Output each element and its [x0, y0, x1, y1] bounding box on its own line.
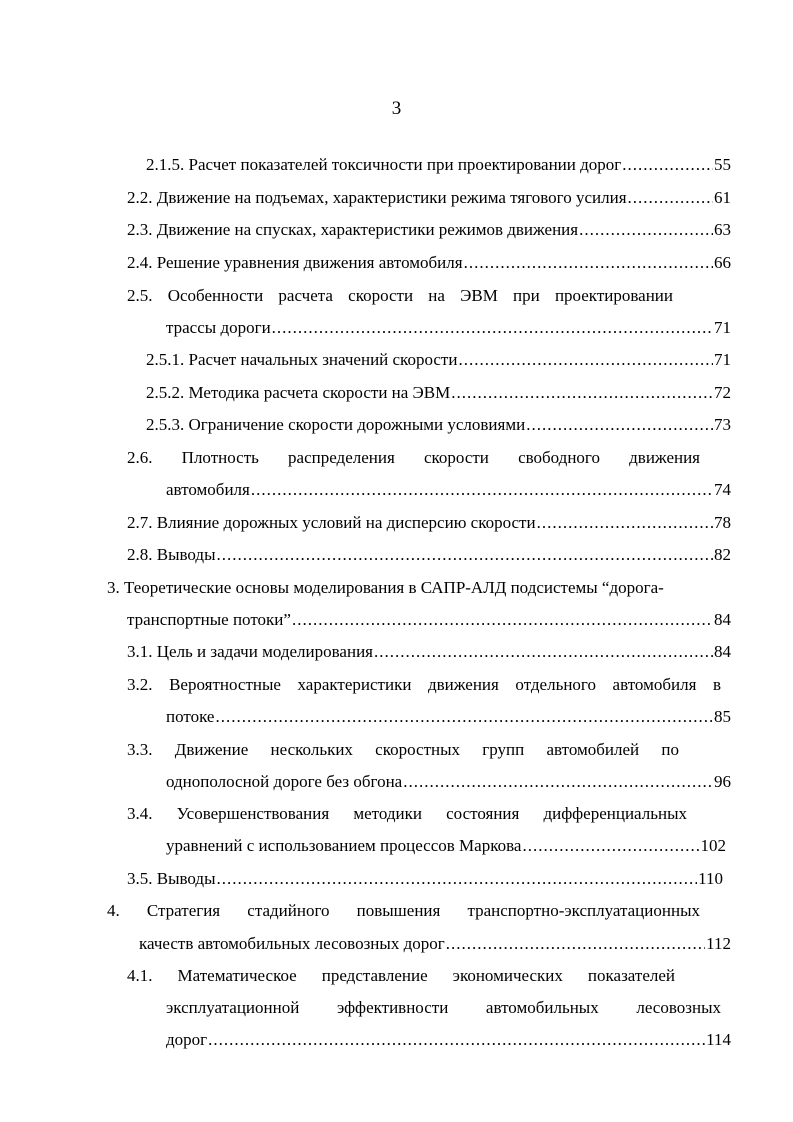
toc-entry-title: Влияние дорожных условий на дисперсию скорости [156, 513, 536, 532]
toc-entry-2-3[interactable] [127, 218, 731, 242]
toc-entry-page: 71 [714, 350, 731, 369]
toc-entry-number: 2.3. [127, 220, 153, 239]
toc-entry-page: 73 [714, 415, 731, 434]
toc-entry-title: Цель и задачи моделирования [156, 642, 373, 661]
toc-entry-2-7[interactable] [127, 511, 731, 535]
toc-entry-title: Расчет показателей токсичности при проектировании дорог [188, 155, 622, 174]
toc-entry-page: 61 [714, 188, 731, 207]
toc-entry-number: 3.4. [127, 804, 153, 823]
toc-entry-title: Ограничение скорости дорожными условиями [188, 415, 526, 434]
leader-dots [458, 348, 713, 372]
leader-dots [622, 153, 713, 177]
toc-entry-4[interactable] [107, 899, 700, 923]
toc-entry-title-line2: транспортные потоки” [127, 610, 291, 629]
toc-entry-number: 4. [107, 901, 120, 920]
toc-entry-2-6-cont[interactable] [166, 478, 731, 502]
toc-entry-title-line3: дорог [166, 1030, 208, 1049]
toc-entry-title: Движение на подъемах, характеристики режима тягового усилия [156, 188, 627, 207]
toc-entry-3-4[interactable] [127, 802, 687, 826]
toc-entry-number: 3.2. [127, 675, 153, 694]
toc-entry-title-line1: Особенности расчета скорости на ЭВМ при проектировании [167, 286, 673, 305]
toc-entry-title: Расчет начальных значений скорости [188, 350, 458, 369]
toc-entry-3-3-cont[interactable] [166, 770, 731, 794]
leader-dots [215, 705, 713, 729]
leader-dots [579, 218, 713, 242]
toc-entry-number: 2.2. [127, 188, 153, 207]
leader-dots [374, 640, 713, 664]
toc-entry-number: 2.7. [127, 513, 153, 532]
toc-entry-title-line1: Теоретические основы моделирования в САПР-АЛД подсистемы “дорога- [124, 578, 664, 597]
leader-dots [526, 413, 713, 437]
toc-entry-page: 110 [698, 869, 723, 888]
toc-entry-3-cont[interactable] [127, 608, 731, 632]
leader-dots [451, 381, 713, 405]
toc-entry-4-1[interactable] [127, 964, 675, 988]
toc-entry-number: 2.5.2. [146, 383, 185, 402]
leader-dots [446, 932, 705, 956]
leader-dots [251, 478, 713, 502]
leader-dots [522, 834, 699, 858]
toc-entry-3-1[interactable] [127, 640, 731, 664]
toc-entry-title-line1: Стратегия стадийного повышения транспортно-эксплуатационных [146, 901, 700, 920]
toc-entry-title: Методика расчета скорости на ЭВМ [188, 383, 451, 402]
toc-entry-page: 82 [714, 545, 731, 564]
toc-entry-number: 2.5.3. [146, 415, 185, 434]
toc-entry-4-1-line2: эксплуатационной эффективности автомобильных лесовозных [166, 998, 721, 1017]
leader-dots [403, 770, 713, 794]
leader-dots [464, 251, 713, 275]
toc-entry-page: 84 [714, 642, 731, 661]
toc-entry-title-line1: Движение нескольких скоростных групп автомобилей по [174, 740, 680, 759]
leader-dots [272, 316, 713, 340]
page-number: 3 [391, 98, 402, 119]
toc-entry-3-4-cont[interactable] [166, 834, 726, 858]
toc-entry-title: Выводы [156, 869, 216, 888]
toc-entry-3-2[interactable] [127, 673, 721, 697]
toc-entry-number: 2.4. [127, 253, 153, 272]
toc-entry-page: 74 [714, 480, 731, 499]
toc-entry-page: 84 [714, 610, 731, 629]
toc-entry-number: 3.5. [127, 869, 153, 888]
leader-dots [628, 186, 713, 210]
toc-entry-number: 3. [107, 578, 120, 597]
toc-entry-2-6[interactable] [127, 446, 700, 470]
toc-entry-2-5-2[interactable] [146, 381, 731, 405]
toc-entry-2-5-1[interactable] [146, 348, 731, 372]
toc-entry-number: 4.1. [127, 966, 153, 985]
leader-dots [217, 543, 713, 567]
toc-entry-2-8[interactable] [127, 543, 731, 567]
toc-entry-page: 112 [706, 934, 731, 953]
toc-entry-page: 63 [714, 220, 731, 239]
toc-entry-title: Выводы [156, 545, 216, 564]
toc-entry-3[interactable] [107, 576, 664, 600]
leader-dots [292, 608, 713, 632]
toc-entry-2-5-cont[interactable] [166, 316, 731, 340]
toc-entry-3-3[interactable] [127, 738, 679, 762]
toc-entry-page: 71 [714, 318, 731, 337]
toc-entry-2-4[interactable] [127, 251, 731, 275]
toc-entry-2-5-3[interactable] [146, 413, 731, 437]
toc-entry-4-cont[interactable] [139, 932, 731, 956]
toc-entry-title-line2: качеств автомобильных лесовозных дорог [139, 934, 445, 953]
toc-entry-title-line2: автомобиля [166, 480, 250, 499]
toc-entry-number: 2.1.5. [146, 155, 185, 174]
toc-entry-page: 114 [706, 1030, 731, 1049]
toc-entry-3-5[interactable] [127, 867, 723, 891]
toc-entry-2-2[interactable] [127, 186, 731, 210]
toc-entry-title-line1: Вероятностные характеристики движения отдельного автомобиля в [169, 675, 721, 694]
toc-entry-title-line1: Усовершенствования методики состояния дифференциальных [176, 804, 688, 823]
toc-entry-title-line2: уравнений с использованием процессов Маркова [166, 836, 522, 855]
toc-entry-title-line2: трассы дороги [166, 318, 271, 337]
toc-entry-page: 96 [714, 772, 731, 791]
toc-entry-page: 102 [700, 836, 726, 855]
toc-entry-2-5[interactable] [127, 284, 673, 308]
leader-dots [208, 1028, 705, 1052]
leader-dots [537, 511, 713, 535]
toc-entry-number: 2.5. [127, 286, 153, 305]
toc-entry-title-line2: однополосной дороге без обгона [166, 772, 403, 791]
leader-dots [217, 867, 698, 891]
toc-entry-title: Движение на спусках, характеристики режимов движения [156, 220, 579, 239]
toc-entry-page: 55 [714, 155, 731, 174]
toc-entry-page: 72 [714, 383, 731, 402]
toc-entry-2-1-5[interactable] [146, 153, 731, 177]
toc-entry-page: 85 [714, 707, 731, 726]
toc-entry-title-line1: Плотность распределения скорости свободного движения [181, 448, 701, 467]
toc-entry-title: Решение уравнения движения автомобиля [156, 253, 463, 272]
toc-entry-page: 78 [714, 513, 731, 532]
toc-entry-3-2-cont[interactable] [166, 705, 731, 729]
toc-entry-number: 3.1. [127, 642, 153, 661]
toc-entry-number: 2.6. [127, 448, 153, 467]
toc-entry-page: 66 [714, 253, 731, 272]
toc-entry-number: 2.5.1. [146, 350, 185, 369]
toc-entry-number: 3.3. [127, 740, 153, 759]
toc-entry-4-1-cont[interactable] [166, 1028, 731, 1052]
toc-entry-title-line2: потоке [166, 707, 215, 726]
toc-entry-number: 2.8. [127, 545, 153, 564]
toc-entry-title-line1: Математическое представление экономических показателей [177, 966, 675, 985]
